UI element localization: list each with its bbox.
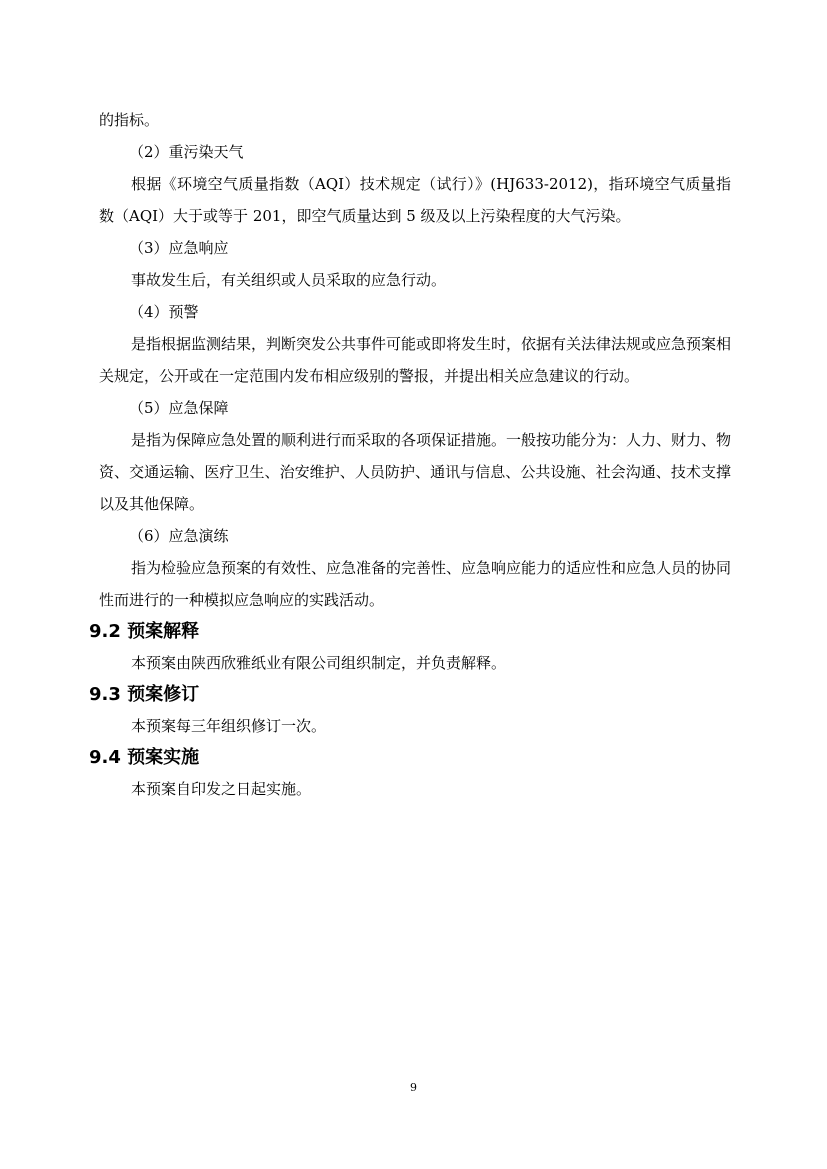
page-number: 9	[410, 1081, 417, 1094]
definition-emergency-support: 是指为保障应急处置的顺利进行而采取的各项保证措施。一般按功能分为：人力、财力、物资、交通运输、医疗卫生、治安维护、人员防护、通讯与信息、公共设施、社会沟通、技术支撑以及其他保障。	[99, 431, 732, 513]
definition-heavy-pollution-weather: 根据《环境空气质量指数（AQI）技术规定（试行）》(HJ633-2012)，指环境空气质量指数（AQI）大于或等于 201，即空气质量达到 5 级及以上污染程度的大气污染。	[99, 175, 731, 225]
term-emergency-drill: （6）应急演练	[129, 527, 229, 545]
section-heading-9-4: 9.4 预案实施	[89, 747, 200, 768]
term-heavy-pollution-weather: （2）重污染天气	[129, 143, 244, 161]
section-heading-9-2: 9.2 预案解释	[89, 621, 200, 642]
definition-emergency-drill: 指为检验应急预案的有效性、应急准备的完善性、应急响应能力的适应性和应急人员的协同性而进行的一种模拟应急响应的实践活动。	[99, 559, 732, 609]
term-emergency-response: （3）应急响应	[129, 239, 229, 257]
definition-emergency-response: 事故发生后，有关组织或人员采取的应急行动。	[131, 271, 447, 289]
section-body-9-2: 本预案由陕西欣雅纸业有限公司组织制定，并负责解释。	[131, 654, 507, 672]
page-content	[89, 104, 732, 805]
paragraph-continuation: 的指标。	[99, 111, 160, 129]
definition-early-warning: 是指根据监测结果，判断突发公共事件可能或即将发生时，依据有关法律法规或应急预案相关规定，公开或在一定范围内发布相应级别的警报，并提出相关应急建议的行动。	[99, 335, 732, 385]
section-body-9-3: 本预案每三年组织修订一次。	[131, 717, 327, 735]
section-body-9-4: 本预案自印发之日起实施。	[131, 780, 312, 798]
section-heading-9-3: 9.3 预案修订	[89, 684, 200, 705]
term-emergency-support: （5）应急保障	[129, 399, 229, 417]
term-early-warning: （4）预警	[129, 303, 199, 321]
